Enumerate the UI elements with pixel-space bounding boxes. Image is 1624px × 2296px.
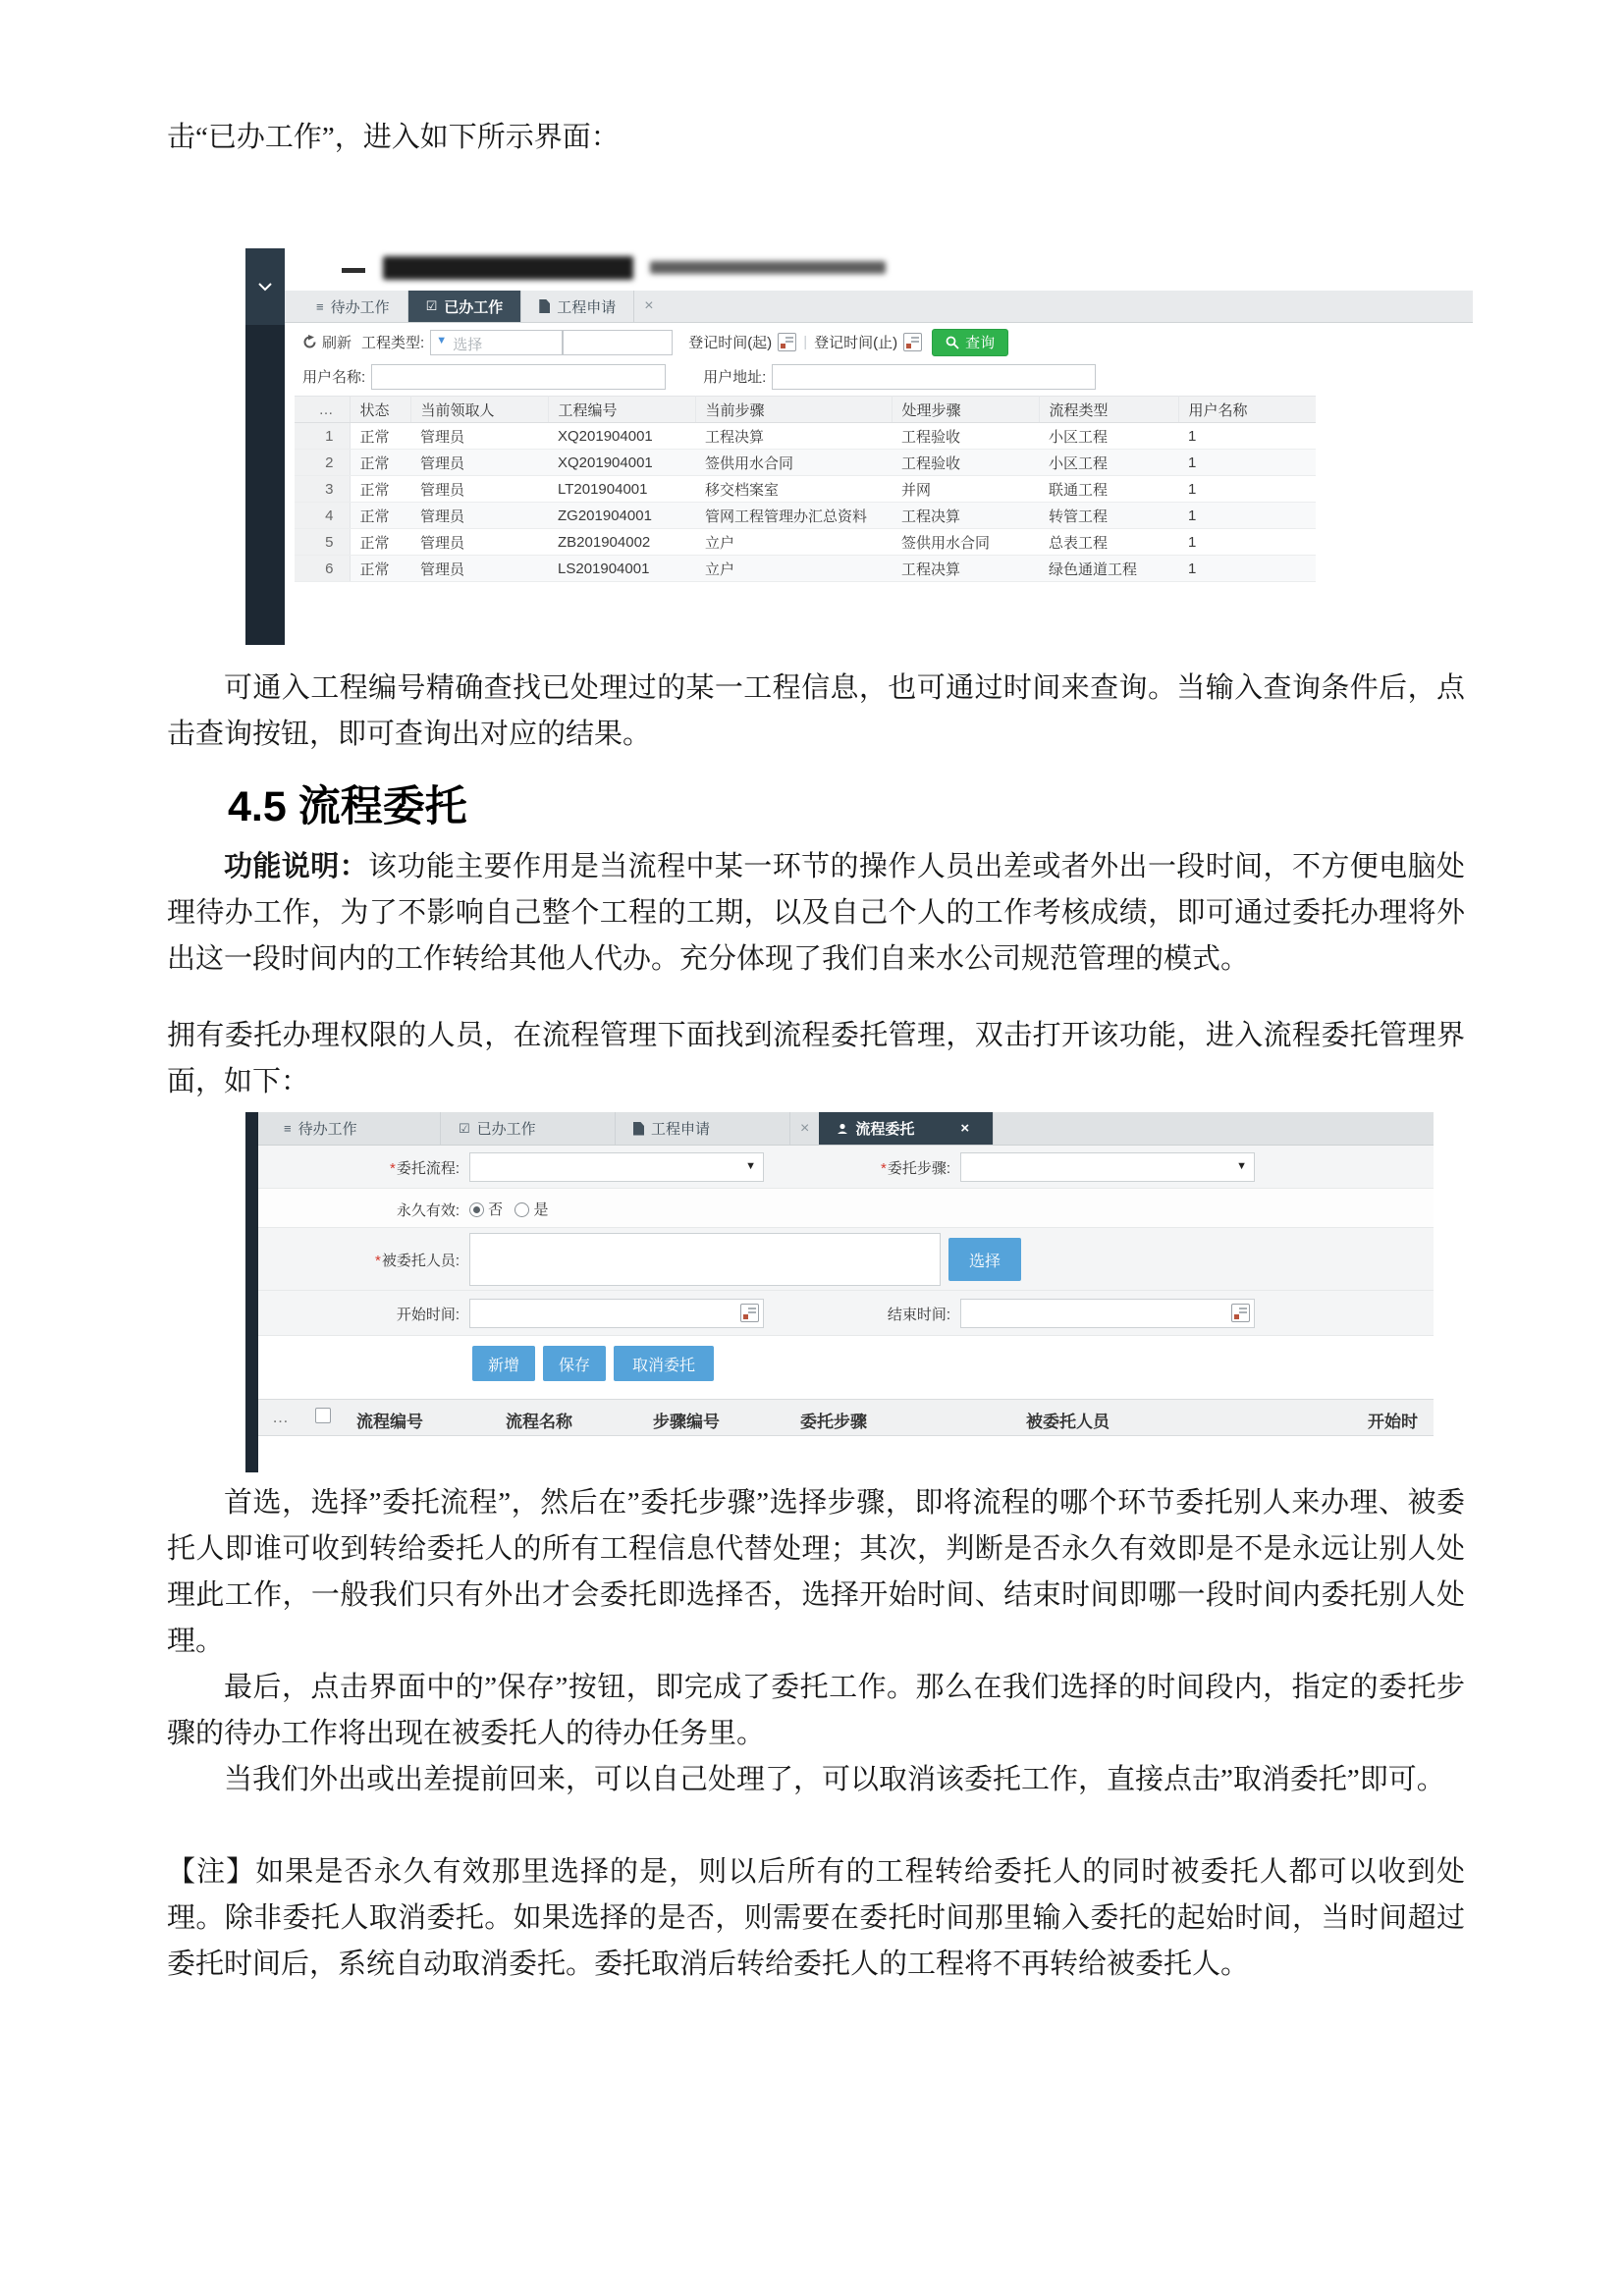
search-paragraph: 可通入工程编号精确查找已处理过的某一工程信息，也可通过时间来查询。当输入查询条件后，点击查询按钮，即可查询出对应的结果。 (167, 672, 1465, 750)
cell-flow-type: 绿色通道工程 (1039, 556, 1178, 582)
delegatee-label (288, 1250, 460, 1270)
toolbar-row-1 (285, 325, 1473, 359)
delegatee-label-text: 被委托人员: (381, 1253, 460, 1269)
end-time-input[interactable] (960, 1299, 1255, 1328)
tab-done-work[interactable] (408, 291, 522, 322)
cell-flow-type: 小区工程 (1039, 450, 1178, 476)
tab-flow-delegate[interactable] (819, 1112, 994, 1145)
note-paragraph: 【注】如果是否永久有效那里选择的是，则以后所有的工程转给委托人的同时被委托人都可以收到处理。除非委托人取消委托。如果选择的是否，则需要在委托时间那里输入委托的起始时间，当时间超过委托时间后，系统自动取消委托。委托取消后转给委托人的工程将不再转给被委托人。 (167, 1856, 1465, 1980)
cell-status: 正常 (350, 450, 410, 476)
cell-user-name: 1 (1178, 423, 1316, 450)
tab-todo-work[interactable] (298, 291, 408, 322)
cell-receiver: 管理员 (410, 503, 548, 529)
add-button[interactable]: 新增 (472, 1346, 535, 1381)
select-all-checkbox[interactable] (315, 1408, 331, 1423)
cell-current-step: 立户 (695, 529, 892, 556)
delegate-table-header (258, 1399, 1434, 1436)
table-row[interactable] (295, 450, 1316, 476)
divider: | (803, 334, 808, 350)
cell-project-no: LS201904001 (548, 556, 695, 582)
refresh-button[interactable] (302, 332, 352, 352)
function-text: 该功能主要作用是当流程中某一环节的操作人员出差或者外出一段时间，不方便电脑处理待办工作，为了不影响自己整个工程的工期，以及自己个人的工作考核成绩，即可通过委托办理将外出这一段时间内的工作转给其他人代办。充分体现了我们自来水公司规范管理的模式。 (167, 851, 1465, 975)
start-time-input[interactable] (469, 1299, 764, 1328)
permission-paragraph: 拥有委托办理权限的人员，在流程管理下面找到流程委托管理，双击打开该功能，进入流程委托管理界面，如下： (167, 1020, 1465, 1097)
start-time-label: 开始时间: (396, 1307, 460, 1323)
row-index: 5 (295, 529, 350, 556)
tab-bar (285, 291, 1473, 323)
table-row[interactable] (295, 556, 1316, 582)
caret-down-icon: ▼ (745, 1160, 756, 1172)
cell-receiver: 管理员 (410, 476, 548, 503)
cell-handle-step: 工程决算 (892, 556, 1039, 582)
project-type-label: 工程类型: (361, 335, 425, 351)
flow-label (298, 1157, 460, 1178)
col-status: 状态 (350, 397, 410, 423)
tab-label: 已办工作 (476, 1121, 536, 1138)
tab-label: 工程申请 (557, 298, 617, 316)
cell-project-no: XQ201904001 (548, 450, 695, 476)
flow-select[interactable] (469, 1152, 764, 1182)
file-icon (539, 299, 550, 313)
cell-handle-step: 并网 (892, 476, 1039, 503)
chevron-down-icon (258, 283, 272, 292)
cell-project-no: LT201904001 (548, 476, 695, 503)
cell-status: 正常 (350, 423, 410, 450)
user-addr-input[interactable] (772, 364, 1096, 390)
form-row-permanent (258, 1189, 1434, 1228)
col-current-step: 当前步骤 (695, 397, 892, 423)
row-index: 6 (295, 556, 350, 582)
cell-current-step: 管网工程管理办汇总资料 (695, 503, 892, 529)
list-icon: ≡ (284, 1121, 292, 1136)
cell-receiver: 管理员 (410, 450, 548, 476)
function-description-paragraph (167, 844, 1465, 983)
tab-label: 工程申请 (651, 1121, 711, 1138)
close-icon[interactable]: × (960, 1120, 970, 1137)
calendar-icon[interactable] (778, 333, 796, 351)
table-row[interactable] (295, 529, 1316, 556)
permanent-label: 永久有效: (396, 1202, 460, 1219)
intro-paragraph: 击“已办工作”，进入如下所示界面： (167, 122, 620, 153)
cell-user-name: 1 (1178, 556, 1316, 582)
cell-flow-type: 总表工程 (1039, 529, 1178, 556)
cell-handle-step: 工程验收 (892, 450, 1039, 476)
cell-project-no: ZB201904002 (548, 529, 695, 556)
screenshot-done-work (245, 248, 1473, 645)
search-button[interactable] (932, 329, 1008, 356)
cell-flow-type: 转管工程 (1039, 503, 1178, 529)
close-icon[interactable]: × (800, 1119, 810, 1137)
cell-receiver: 管理员 (410, 423, 548, 450)
cell-handle-step: 工程决算 (892, 503, 1039, 529)
col-step-no: 步骤编号 (653, 1413, 720, 1431)
col-start-time: 开始时 (1368, 1413, 1418, 1431)
screenshot-flow-delegate (245, 1112, 1473, 1472)
tab-label: 流程委托 (855, 1121, 915, 1138)
app-sidebar-strip (245, 1112, 258, 1472)
cell-handle-step: 签供用水合同 (892, 529, 1039, 556)
col-flow-name: 流程名称 (506, 1413, 572, 1431)
function-label: 功能说明： (224, 851, 369, 882)
cell-current-step: 立户 (695, 556, 892, 582)
minimize-icon (342, 268, 365, 273)
col-delegate-step: 委托步骤 (800, 1413, 867, 1431)
close-icon[interactable]: × (644, 297, 654, 314)
cell-user-name: 1 (1178, 529, 1316, 556)
choose-button[interactable]: 选择 (948, 1238, 1021, 1281)
form-row-delegatee (258, 1228, 1434, 1291)
col-flow-no: 流程编号 (356, 1413, 423, 1431)
radio-no[interactable] (469, 1202, 484, 1217)
required-mark: * (374, 1253, 381, 1269)
first-step-paragraph: 首选，选择”委托流程”，然后在”委托步骤”选择步骤，即将流程的哪个环节委托别人来办理、被委托人即谁可收到转给委托人的所有工程信息代替处理；其次，判断是否永久有效即是不是永远让别人处理此工作，一般我们只有外出才会委托即选择否，选择开始时间、结束时间即哪一段时间内委托别人处理。 (167, 1487, 1465, 1657)
cell-receiver: 管理员 (410, 529, 548, 556)
tab-label: 待办工作 (298, 1121, 357, 1138)
row-index: 1 (295, 423, 350, 450)
col-handle-step: 处理步骤 (892, 397, 1039, 423)
date-start-label: 登记时间(起) (688, 335, 773, 351)
cell-status: 正常 (350, 556, 410, 582)
project-type-input[interactable] (563, 330, 673, 355)
tab-label: 已办工作 (444, 298, 504, 316)
required-mark: * (389, 1160, 396, 1177)
cell-flow-type: 联通工程 (1039, 476, 1178, 503)
window-titlebar (285, 248, 1473, 291)
checked-box-icon: ☑ (425, 298, 438, 313)
project-type-select[interactable] (430, 330, 563, 355)
refresh-label: 刷新 (322, 335, 352, 351)
search-icon (946, 336, 959, 349)
cell-status: 正常 (350, 503, 410, 529)
table-row[interactable] (295, 503, 1316, 529)
tab-label: 待办工作 (330, 298, 390, 316)
cell-project-no: ZG201904001 (548, 503, 695, 529)
tab-project-apply[interactable] (616, 1112, 790, 1145)
step-label (788, 1157, 950, 1178)
col-delegatee: 被委托人员 (1026, 1413, 1110, 1431)
cell-current-step: 签供用水合同 (695, 450, 892, 476)
row-index: 3 (295, 476, 350, 503)
user-name-label: 用户名称: (302, 369, 366, 386)
redacted-window-title (383, 256, 633, 280)
date-end-label: 登记时间(止) (814, 335, 898, 351)
cancel-delegate-button[interactable]: 取消委托 (614, 1346, 714, 1381)
form-row-buttons (258, 1336, 1434, 1391)
step-label-text: 委托步骤: (887, 1160, 950, 1177)
toolbar-row-2 (285, 359, 1473, 394)
delegate-form (258, 1146, 1434, 1391)
col-flow-type: 流程类型 (1039, 397, 1178, 423)
permanent-radios (469, 1199, 549, 1219)
cell-handle-step: 工程验收 (892, 423, 1039, 450)
file-icon (633, 1122, 644, 1136)
flow-label-text: 委托流程: (396, 1160, 460, 1177)
done-work-table (295, 396, 1316, 582)
cell-user-name: 1 (1178, 450, 1316, 476)
step-select[interactable] (960, 1152, 1255, 1182)
delegatee-input[interactable] (469, 1233, 941, 1286)
cell-flow-type: 小区工程 (1039, 423, 1178, 450)
save-step-paragraph: 最后，点击界面中的”保存”按钮，即完成了委托工作。那么在我们选择的时间段内，指定的委托步骤的待办工作将出现在被委托人的待办任务里。 (167, 1672, 1465, 1749)
save-button[interactable]: 保存 (543, 1346, 606, 1381)
checked-box-icon: ☑ (459, 1120, 470, 1136)
col-project-no: 工程编号 (548, 397, 695, 423)
caret-down-icon: ▼ (1236, 1160, 1247, 1172)
radio-yes[interactable] (514, 1202, 529, 1217)
cell-user-name: 1 (1178, 503, 1316, 529)
tab-todo-work[interactable] (266, 1112, 441, 1145)
user-addr-label: 用户地址: (703, 369, 767, 386)
radio-yes-label: 是 (533, 1201, 549, 1218)
calendar-icon[interactable] (1231, 1304, 1250, 1322)
end-time-label: 结束时间: (887, 1307, 950, 1323)
tab-done-work[interactable] (441, 1112, 616, 1145)
cell-receiver: 管理员 (410, 556, 548, 582)
radio-no-label: 否 (488, 1201, 504, 1218)
sidebar-collapse-button[interactable] (245, 248, 285, 325)
table-header-row (295, 397, 1316, 423)
search-label: 查询 (965, 335, 996, 351)
form-row-dates (258, 1291, 1434, 1336)
row-index: 4 (295, 503, 350, 529)
form-row-flow (258, 1146, 1434, 1189)
cell-current-step: 移交档案室 (695, 476, 892, 503)
cancel-step-paragraph: 当我们外出或出差提前回来，可以自己处理了，可以取消该委托工作，直接点击”取消委托”即可。 (224, 1764, 1445, 1795)
col-user-name: 用户名称 (1178, 397, 1316, 423)
cell-current-step: 工程决算 (695, 423, 892, 450)
cell-status: 正常 (350, 529, 410, 556)
table-row[interactable] (295, 476, 1316, 503)
col-receiver: 当前领取人 (410, 397, 548, 423)
cell-user-name: 1 (1178, 476, 1316, 503)
row-index: 2 (295, 450, 350, 476)
required-mark: * (880, 1160, 887, 1177)
cell-status: 正常 (350, 476, 410, 503)
tab-bar (258, 1112, 1434, 1146)
tab-project-apply[interactable] (521, 291, 634, 322)
refresh-icon (302, 335, 317, 349)
redacted-window-subtitle (650, 261, 886, 274)
delegate-person-icon (837, 1123, 848, 1135)
col-ellipsis: … (295, 397, 350, 423)
calendar-icon[interactable] (740, 1304, 759, 1322)
project-type-placeholder: 选择 (453, 336, 483, 353)
caret-down-icon: ▼ (436, 334, 448, 347)
calendar-icon[interactable] (903, 333, 922, 351)
query-toolbar (285, 325, 1473, 394)
section-heading: 4.5 流程委托 (228, 783, 467, 830)
user-name-input[interactable] (371, 364, 666, 390)
table-row[interactable] (295, 423, 1316, 450)
cell-project-no: XQ201904001 (548, 423, 695, 450)
col-ellipsis: … (272, 1408, 289, 1426)
list-icon: ≡ (316, 298, 324, 314)
